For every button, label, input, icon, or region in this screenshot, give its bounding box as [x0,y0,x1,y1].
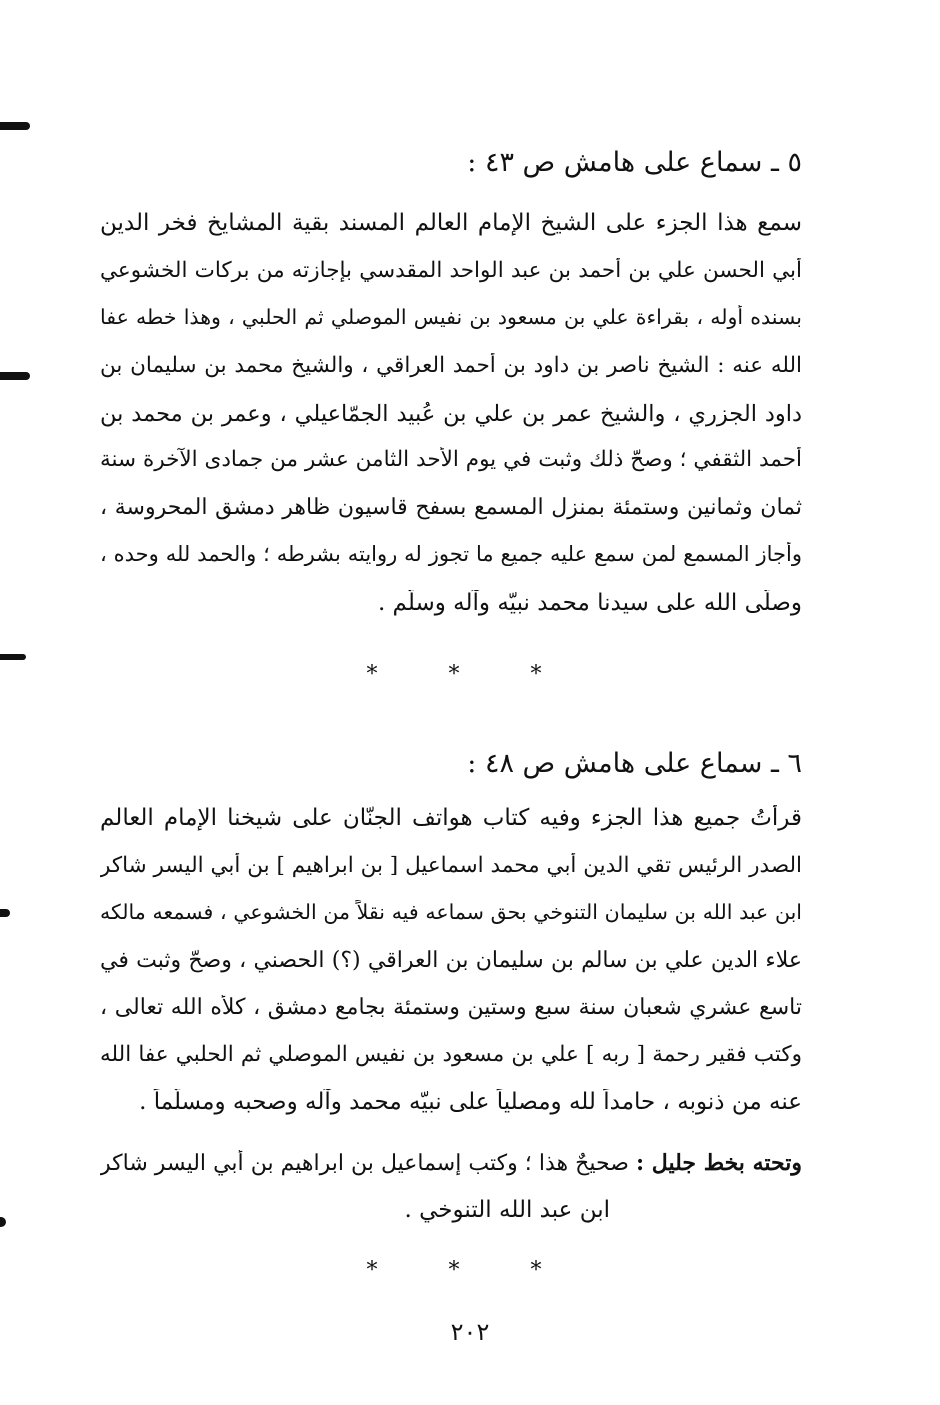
section-6-line: الصدر الرئيس تقي الدين أبي محمد اسماعيل [ بن ابراهيم ] بن أبي اليسر شاكر [100,853,802,878]
scan-margin-mark [0,372,30,380]
scan-margin-mark [0,122,30,130]
section-6-note [100,1150,802,1176]
section-5-heading: ٥ ـ سماع على هامش ص ٤٣ : [467,147,802,178]
section-5-line: بسنده أوله ، بقراءة علي بن مسعود بن نفيس الموصلي ثم الحلبي ، وهذا خطه عفا [100,305,802,329]
section-5-line: وصلّى الله على سيدنا محمد نبيّه وآله وسلّم . [377,590,802,616]
scan-margin-mark [0,909,10,917]
section-5-line: الله عنه : الشيخ ناصر بن داود بن أحمد العراقي ، والشيخ محمد بن سليمان بن [100,353,802,378]
section-6-line: وكتب فقير رحمة [ ربه ] علي بن مسعود بن نفيس الموصلي ثم الحلبي عفا الله [100,1042,802,1067]
note-lead: وتحته بخط جليل : [635,1150,802,1176]
section-5-line: أبي الحسن علي بن أحمد بن عبد الواحد المقدسي بإجازته من بركات الخشوعي [100,258,802,283]
note-text: صحيحٌ هذا ؛ وكتب إسماعيل بن ابراهيم بن أبي اليسر شاكر [100,1151,629,1176]
scan-margin-mark [0,1217,6,1227]
section-6-heading: ٦ ـ سماع على هامش ص ٤٨ : [467,748,802,779]
page-number: ٢٠٢ [450,1318,490,1346]
section-6-line: قرأتُ جميع هذا الجزء وفيه كتاب هواتف الجنّان على شيخنا الإمام العالم [100,805,802,831]
section-5-line: أحمد الثقفي ؛ وصحّ ذلك وثبت في يوم الأحد الثامن عشر من جمادى الآخرة سنة [100,447,802,472]
section-5-line: داود الجزري ، والشيخ عمر بن علي بن عُبيد الجمّاعيلي ، وعمر بن محمد بن [100,401,802,427]
scan-margin-mark [0,654,26,660]
separator-stars: * * * [366,662,574,687]
section-6-note-line-2: ابن عبد الله التنوخي . [404,1197,610,1223]
section-5-line: سمع هذا الجزء على الشيخ الإمام العالم المسند بقية المشايخ فخر الدين [100,210,802,236]
section-6-line: ابن عبد الله بن سليمان التنوخي بحق سماعه فيه نقلاً من الخشوعي ، فسمعه مالكه [100,900,802,924]
section-5-line: وأجاز المسمع لمن سمع عليه جميع ما تجوز له روايته بشرطه ؛ والحمد لله وحده ، [100,542,802,566]
section-6-line: علاء الدين علي بن سالم بن سليمان بن العراقي (؟) الحصني ، وصحّ وثبت في [100,948,802,973]
section-5-line: ثمان وثمانين وستمئة بمنزل المسمع بسفح قاسيون ظاهر دمشق المحروسة ، [100,495,802,520]
section-6-line: عنه من ذنوبه ، حامداً لله ومصلياً على نبيّه محمد وآله وصحبه ومسلّماً . [139,1089,802,1115]
separator-stars: * * * [366,1258,574,1283]
section-6-line: تاسع عشري شعبان سنة سبع وستين وستمئة بجامع دمشق ، كلأه الله تعالى ، [100,995,802,1020]
